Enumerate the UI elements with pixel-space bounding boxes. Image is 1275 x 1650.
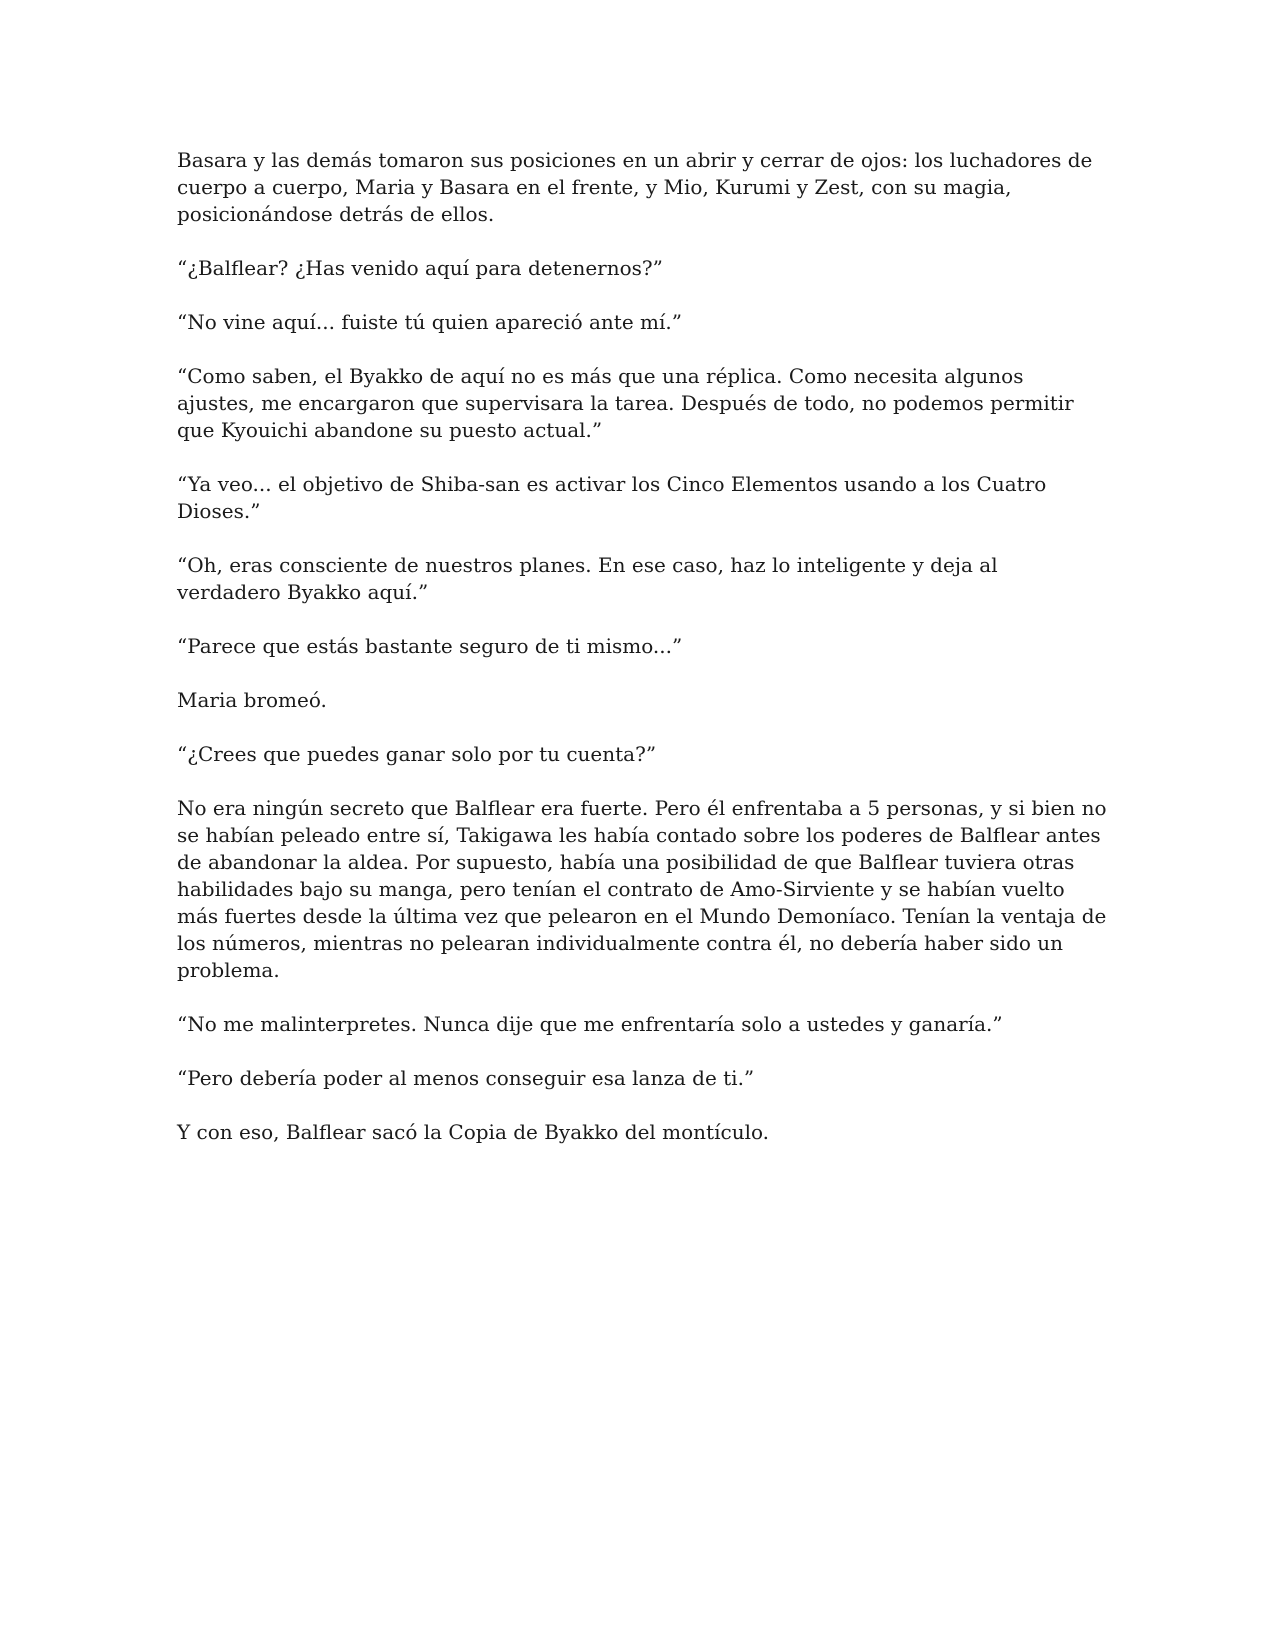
- paragraph: Y con eso, Balflear sacó la Copia de Byakko del montículo.: [177, 1120, 770, 1144]
- paragraph: “No vine aquí... fuiste tú quien apareció ante mí.”: [177, 310, 682, 334]
- paragraph: No era ningún secreto que Balflear era fuerte. Pero él enfrentaba a 5 personas, y si bien no se habían peleado entre sí, Takigawa les había contado sobre los poderes de Balflear antes de abandonar la aldea. Por supuesto, había una posibilidad de que Balflear tuviera otras habilidades bajo su manga, pero tenían el contrato de Amo-Sirviente y se habían vuelto más fuertes desde la última vez que pelearon en el Mundo Demoníaco. Tenían la ventaja de los números, mientras no pelearan individualmente contra él, no debería haber sido un problema.: [177, 796, 1107, 982]
- paragraph: “¿Crees que puedes ganar solo por tu cuenta?”: [177, 742, 657, 766]
- paragraph: Basara y las demás tomaron sus posiciones en un abrir y cerrar de ojos: los luchadores de cuerpo a cuerpo, Maria y Basara en el frente, y Mio, Kurumi y Zest, con su magia, posicionándose detrás de ellos.: [177, 148, 1093, 226]
- paragraph: “Pero debería poder al menos conseguir esa lanza de ti.”: [177, 1066, 755, 1090]
- document-body: [177, 147, 1107, 1173]
- paragraph: “No me malinterpretes. Nunca dije que me enfrentaría solo a ustedes y ganaría.”: [177, 1012, 1003, 1036]
- paragraph: Maria bromeó.: [177, 688, 327, 712]
- paragraph: “Parece que estás bastante seguro de ti mismo...”: [177, 634, 683, 658]
- paragraph: “Ya veo... el objetivo de Shiba-san es activar los Cinco Elementos usando a los Cuatro Dioses.”: [177, 472, 1047, 523]
- paragraph: “Oh, eras consciente de nuestros planes. En ese caso, haz lo inteligente y deja al verdadero Byakko aquí.”: [177, 553, 998, 604]
- paragraph: “¿Balflear? ¿Has venido aquí para detenernos?”: [177, 256, 663, 280]
- paragraph: “Como saben, el Byakko de aquí no es más que una réplica. Como necesita algunos ajustes, me encargaron que supervisara la tarea. Después de todo, no podemos permitir que Kyouichi abandone su puesto actual.”: [177, 364, 1074, 442]
